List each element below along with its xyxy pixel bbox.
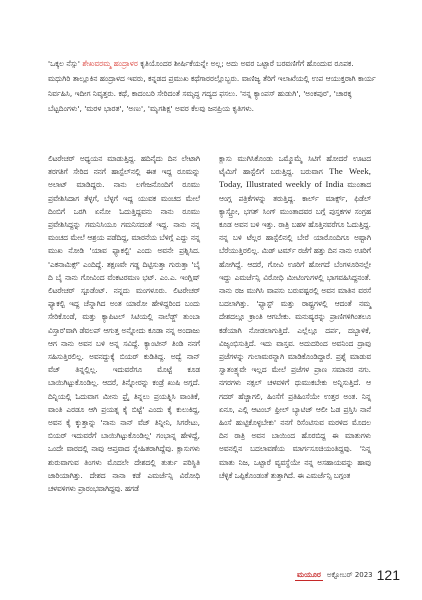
magazine-titles-inline: The Week, Today, Illustrated weekly of India [219,166,371,190]
right-column-text [219,152,371,482]
magazine-brand: ಮಯೂರ [296,569,321,579]
issue-date: ಅಕ್ಟೋಬರ್ 2023 [326,570,373,579]
author-name: ಶೇಖವರಮ್ಮ ಹಂದ್ರಾಳರ [82,59,138,68]
story-column-right [219,152,371,482]
right-column-text-rest: ಮುಂತಾದ ಆಂಗ್ಲ ಪತ್ರಿಕೆಗಳನ್ನು ತರುತ್ತಿದ್ದ. ಕಾರ್ಲ್ ಮಾರ್ಕ್ಸ್, ಫಿಡೆಲ್ ಕ್ಯಾಸ್ಟ್ರೋ, ಭಗತ್ ಸಿಂಗ್ ಮುಂತಾದವರ ಬಗ್ಗೆ ಪುಸ್ತಕಗಳ ಸಂಗ್ರಹ ಕೂಡ ಅವನ ಬಳಿ ಇತ್ತು. ರಾತ್ರಿ ಬಹಳ ಹೊತ್ತಿನವರೆಗೂ ಓದುತ್ತಿದ್ದ. ನನ್ನ ಬಳಿ ಟೆಲ್ಲರ ಹಾಸ್ಟೆಲಿನಲ್ಲಿ ಬೇರೆ ಯಾರೊಂದಿಗೂ ಅಷ್ಟಾಗಿ ಬೆರೆಯುತ್ತಿರಲಿಲ್ಲ. ಮಿಡ್ ಟರ್ಮ್ ರಜೆಗೆ ಹತ್ತು ದಿನ ನಾನು ಊರಿಗೆ ಹೋಗಿದ್ದೆ. ಆದರೆ, ಗೋವಿ ಊರಿಗೆ ಹೋಗದೆ ಬೆಂಗಳೂರಿನಲ್ಲೇ ಇದ್ದು ಎಮರ್ಜೆನ್ಸಿ ವಿರೋಧಿ ಮೀಟಿಂಗುಗಳಲ್ಲಿ ಭಾಗವಹಿಸಿದ್ದನಂತೆ. ನಾನು ರಜ ಮುಗಿಸಿ ವಾಪಸು ಬರುವಷ್ಟರಲ್ಲಿ ಅವನ ಮಾತಿನ ವರಸೆ ಬದಲಾಗಿತ್ತು. 'ಫ್ಯಾಸ್ಟ್ ಮತ್ತು ರಾಷ್ಟ್ರಗಳಲ್ಲಿ ಆದಂತೆ ನಮ್ಮ ದೇಶದಲ್ಲೂ ಕ್ರಾಂತಿ ಆಗಬೇಕು. ಮನುಷ್ಯರನ್ನು ಪ್ರಾಣಿಗಳಿಗಿಂತಲೂ ಕಡೆಯಾಗಿ ನೋಡಲಾಗುತ್ತಿದೆ. ಎಲ್ಲೆಲ್ಲೂ ದರ್ಪ, ದಬ್ಬಾಳಿಕೆ, ವಿಜೃಂಭಿಸುತ್ತಿದೆ. ಇದು ವಾಸ್ತವ. ಅದುದರಿಂದ ಅವನಿಂದ ದ್ರಾವು ಪ್ರಜೆಗಳನ್ನು ಗುಲಾಮರನ್ನಾಗಿ ಮಾಡಿಕೊಂಡಿದ್ದಾರೆ. ಪ್ರಶ್ನೆ ಮಾಡುವ ಸ್ವಾತಂತ್ರ್ಯವೇ ಇಲ್ಲದ ಮೇಲೆ ಪ್ರಜೆಗಳ ಪ್ರಾಣ ಸಮಾನರ ನಗು. ನಗರಗಳು ನಕ್ಸಲ್ ಚಳವಳಿಗೆ ಧುಮುಕಬೇಕು ಅನ್ನಿಸುತ್ತಿದೆ. ಆ ಗದರ್ ಹೆಚ್ಚಾಗಲಿ, ಹಿಂಸೆಗೆ ಪ್ರತಿಹಿಂಸೆಯೇ ಉತ್ತರ ಅಂತ. ನಿನ್ನ ಏನೂ, ಎಲ್ಲಿ ಆಟಂಬ್ ಫ್ರೀಲ್ ಬ್ಯಾಟಿಜ್ ಆಲೀ ಓಡ ಪ್ರಸ್ತಿಸಿ ನಾನೆ ಹಿಂಸೆ ಹುಟ್ಟಿಕೊಳ್ಳಬೇಕು' ನನಗೆ ರಿಸೆಂಟಿಸುವ ಮರಳಿದ ಮೊದಲ ದಿನ ರಾತ್ರಿ ಅವನ ಬಾಯಿಂದ ಹೊರಬಿದ್ದ ಈ ಮಾತುಗಳು ಅವನಲ್ಲಿನ ಬದಲಾವಣೆಯ ಮಾರ್ಗಸೂಚಿಯಂತಿದ್ದವು. 'ನಿನ್ನ ಮಾತು ನಿಜ, ಒಟ್ಟಾರೆ ವ್ಯವಸ್ಥೆಯೇ ನನ್ನ ಅಸಹಾಯವನ್ನು ಹಾವು ಚೆಳ್ಳಿಕೆ ಒಪ್ಪಿಕೊಂಡಂತೆ ತುತ್ತಾಗಿದೆ. ಈ ಎಮರ್ಜೆನ್ಸಿ ಬಗ್ಗಂತ [219,180,371,480]
page-number: 121 [376,567,400,583]
left-column-text: ಲಿಟರೇಚರ್ ಅಧ್ಯಯನ ಮಾಡುತ್ತಿದ್ದ. ಹದಿನೈದು ದಿನ ಲೇಟಾಗಿ ತರಗತಿಗೆ ಸೇರಿದ ನನಗೆ ಹಾಸ್ಟೆಲ್‌ನಲ್ಲಿ ಈತ ಇದ್ದ ರೂಮನ್ನು ಅಲಾಟ್ ಮಾಡಿದ್ದರು. ನಾನು ಲಗೇಜನೊಂದಿಗೆ ರೂಮು ಪ್ರವೇಶಿಸಿದಾಗ ತೆಳ್ಳಗೆ, ಬೆಳ್ಳಗೆ ಇದ್ದ ಯುವಕ ಮಂಚದ ಮೇಲೆ ದಿಂಬಿಗೆ ಒರಗಿ ಏನೋ ಓದುತ್ತಿದ್ದವನು ನಾನು ರೂಮು ಪ್ರವೇಶಿಸಿದ್ದನ್ನು ಗಮನಿಸಿಯೂ ಗಮನಿಸದಂತೆ ಇದ್ದ. ನಾನು ನನ್ನ ಮಂಚದ ಮೇಲೆ ಆಶ್ರಯ ಪಡೆದಿದ್ದ, ಮಾರನೆಯ ಬೆಳಿಗ್ಗೆ ಎದ್ದು ನನ್ನ ಮುಖ ನೋಡಿ 'ಯಾವ ಫ್ಯಾಕಲ್ಟಿ' ಎಂದು ಅವನೇ ಪ್ರಶ್ನಿಸಿದ. 'ಎಕನಾಮಿಕ್ಸ್' ಎಂದಿದ್ದೆ. ತಕ್ಷಣವೇ ಗಡ್ಡ ದಿಟ್ಟಿಸುತ್ತಾ ಗುರುತ್ತಾ 'ಬೈ ದಿ ಬೈ ನಾನು ಗೋವಿಂದ ವೆಂಕಟರಮಣ ಭಟ್. ಎಂ.ಎ. ಇಂಗ್ಲಿಷ್ ಲಿಟರೇಚರ್ ಸ್ಟೂಡೆಂಟ್. ನನ್ನದು ಮಂಗಳೂರು. ಲಿಟರೇಚರ್ ಫ್ಯಾಕಲ್ಟಿ ಇದ್ದ ಚೆನ್ನಾಗಿದ ಅಂತ ಯಾರೋ ಹೇಳಿದ್ದರಿಂದ ಬಂದು ಸೇರಿಕೊಂಡೆ, ಮತ್ತು ಕ್ಯಾಪಿಟಲ್ ಸಿಟಿಯಲ್ಲಿ ನಾಲೆಡ್ಜ್ ತುಂಬಾ ವಿಸ್ತಾರ'ವಾಗಿ ಡೆವಲಪ್ ಆಗುತ್ತ ಅನ್ನೋದು ಕೂಡಾ ನನ್ನ ಅಂದಾಜು ಆಗ ನಾನು ಅವನ ಬಳಿ ಅನ್ನ ಸವಿದ್ದೆ. ಕ್ಯಾಂಟೀನ್ ತಿಂಡಿ ನನಗೆ ಸಹಿಸುತ್ತಿರಲಿಲ್ಲ. ಅವನದ್ದುಕ್ಕೆ ಬಿಯರ್ ಕುಡಿತಿದ್ದ. ಅದ್ವೆ ನಾನ್ ವೆಜ್ ತಿನ್ನಲ್ಲಿಲ್ಲ. ಇದುವರೆಗೂ ಮೊಟ್ಟೆ ಕೂಡ ಬಾಯಿಗಿಟ್ಟುಕೊಂಡಿಲ್ಲ. ಆದರೆ, ತಿನ್ನೋರನ್ನು ಕಂಡ್ರೆ ಖುಷಿ ಅಗ್ಗದೆ. ದಿನ್ನಿಯಲ್ಲಿ ಓದುವಾಗ ಮೀನು ಫ್ರೈ ತಿನ್ನಲು ಪ್ರಯತ್ನಿಸಿ ವಾಂತಿಕೆ, ವಾಂತಿ ಎರಡೂ ಆಗಿ ಪ್ರಯತ್ನ ಕೈ ಬಿಟ್ಟೆ' ಎಂದು ಕೈ ಕುಲುಕಿದ್ದ, ಅವನ ಕೈ ಕ್ಕುತ್ತಾನ್ನು 'ನಾನು ನಾನ್ ವೆಜ್ ತಿನ್ನೀನಿ, ಸಿಗರೇಟು, ಬಿಯರ್ ಇದುವರೆಗೆ ಬಾಯಿಗಿಟ್ಟುಕೊಂಡಿಲ್ಲ' ಗಂಭಾನ್ನ ಹೇಳಿದ್ದೆ, ಒಂದೇ ವಾರದಲ್ಲಿ ನಾವು ಆಪ್ತವಾದ ಸ್ನೇಹಿತರಾಗಿದ್ದೆವು. ಕ್ಲಾಸುಗಳು ಶುರುವಾಗುವ ತಿಂಗಳು ಮೊದಲೇ ದೇಶದಲ್ಲಿ ತುರ್ತು ಪರಿಸ್ಥಿತಿ ಜಾರಿಯಾಗಿತ್ತು. ದೇಶದ ನಾನಾ ಕಡೆ ಎಮರ್ಜೆನ್ಸಿ ವಿರೋಧಿ ಚಳವಳಿಗಳು ಪ್ರಾರಂಭವಾಗಿದ್ದವು. ಹಗಡೆ [48,154,200,494]
intro-blurb [48,56,378,116]
right-column-text-start: ಕ್ಲಾಸು ಮುಗಿಸಿಕೊಂಡು ಒಮ್ಮೊಮ್ಮೆ ಸಿಟಿಗೆ ಹೋದರೆ ಊಟದ ಟೈಮಿಗೆ ಹಾಸ್ಟೆಲಿಗೆ ಬರುತ್ತಿದ್ದ. ಬರುವಾಗ [219,154,371,177]
page-footer [260,566,400,584]
story-column-left [48,152,200,495]
intro-prefix: 'ಒಕ್ಕಲ ನೆಸ್ಸು' [48,59,83,68]
intro-text: ಕೃತಿಯೊಂದರ ಶೀರ್ಷಿಕೆಯನ್ನೇ ಅಲ್ಲ; ಅದು ಅವರ ಒಟ್ಟಾರೆ ಬರವಣಿಗೆಗೆ ಹೊಂದುವ ರೂಪಕ. ಮಧುಗಿರಿ ತಾಲ್ಲೂಕಿನ ಹಂದ್ರಾಳದ ಇವರು, ಕನ್ನಡದ ಪ್ರಮುಖ ಕಥೆಗಾರರಲ್ಲೊಬ್ಬರು. ವಾಣಿಜ್ಯ ತೆರಿಗೆ ಇಲಾಖೆಯಲ್ಲಿ ಉಪ ಆಯುಕ್ತರಾಗಿ ಕಾರ್ಯ ನಿರ್ವಹಿಸಿ, ಇದೀಗ ನಿವೃತ್ತರು. ಕಥೆ, ಕಾದಂಬರಿ ಸೇರಿದಂತೆ ಸಮೃದ್ಧ ಗದ್ಯದ ಫಸಲು. 'ನನ್ನ ಕ್ಯಾಂಪಸ್ ಹುಡುಗಿ', 'ಅಂಕಪುರ', 'ಚಾರಕ್ಕ ಬೆಟ್ಟದಿಂಗಳು', 'ಮರಳ ಭಾರತ', 'ಅಣು', 'ಮೃಗಶಿಕ್ಷ' ಅವರ ಕೆಲವು ಜನಪ್ರಿಯ ಕೃತಿಗಳು. [48,59,376,113]
